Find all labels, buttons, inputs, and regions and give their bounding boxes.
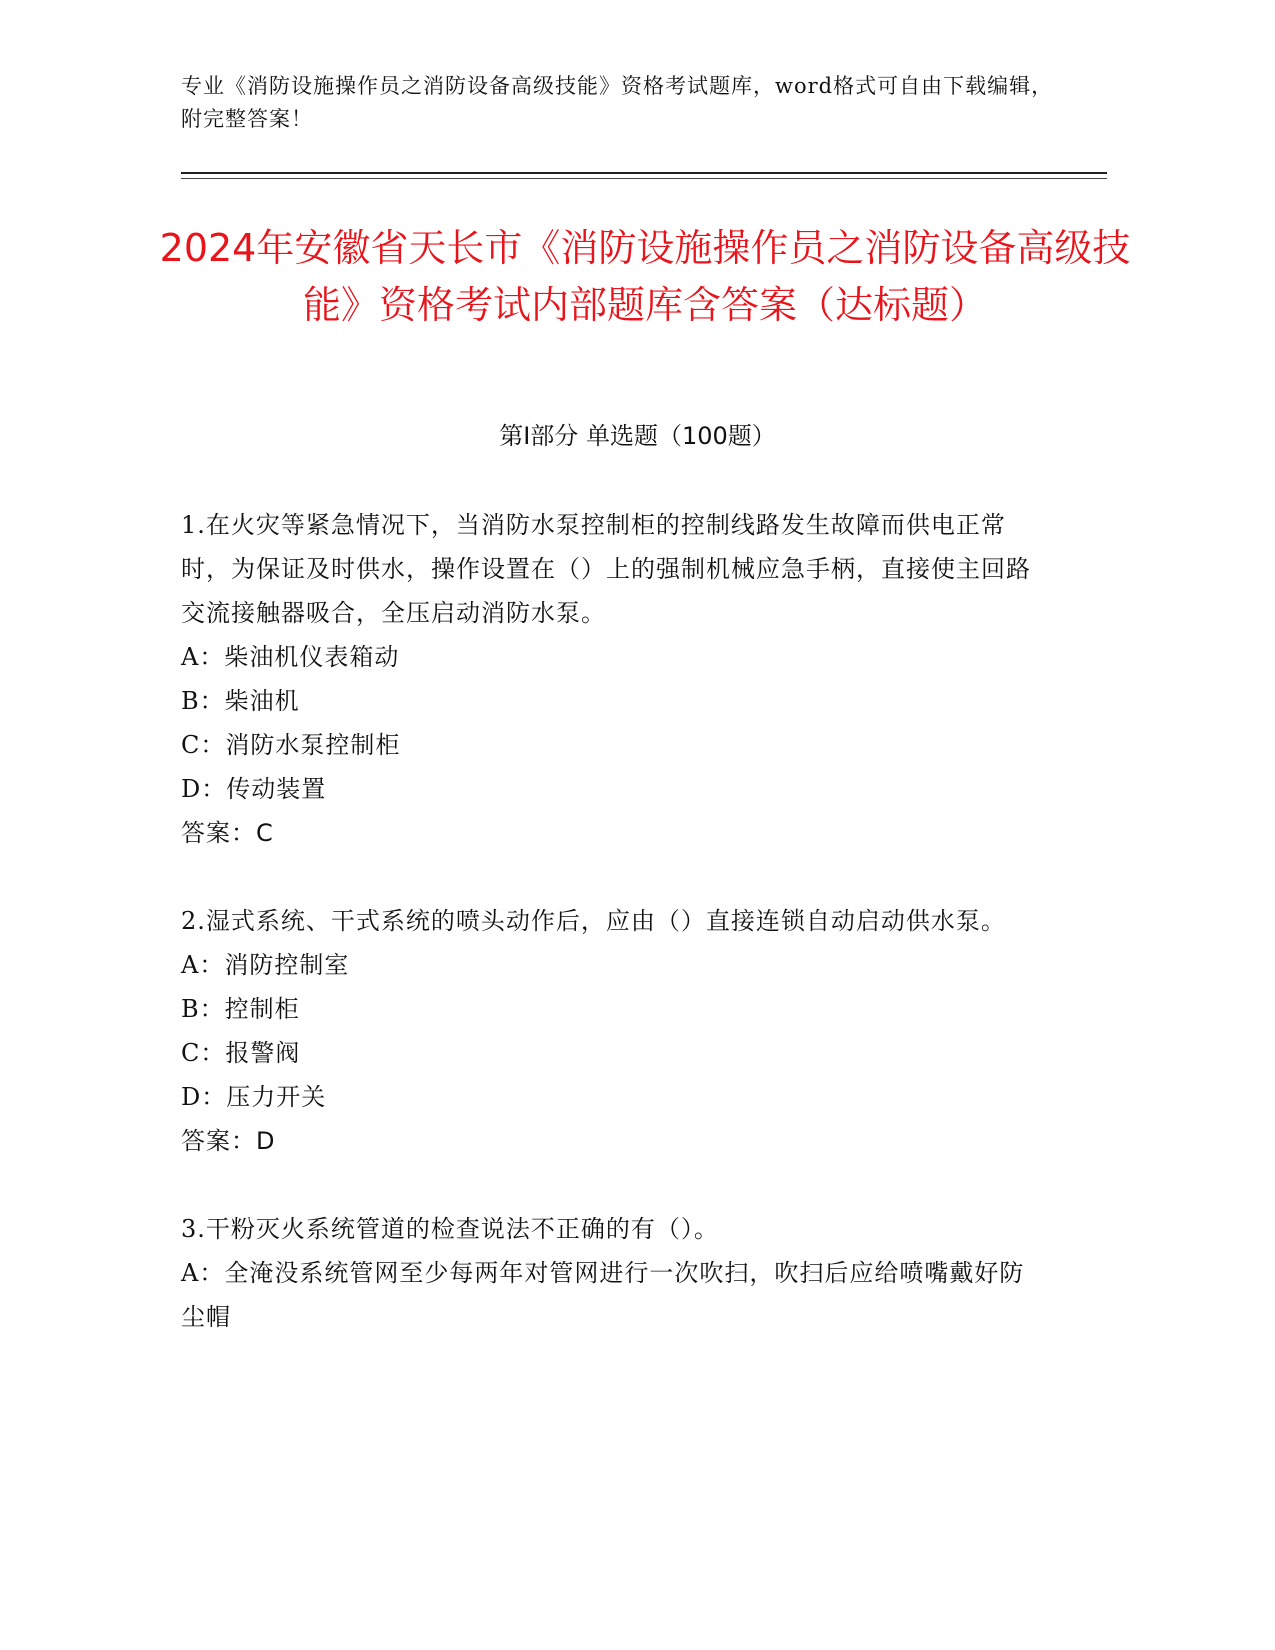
question-stem: 2.湿式系统、干式系统的喷头动作后，应由（）直接连锁自动启动供水泵。 — [181, 907, 1006, 935]
option-d: D：传动装置 — [181, 775, 327, 803]
option-c: C：消防水泵控制柜 — [181, 731, 401, 759]
question-item — [181, 899, 1041, 1163]
question-stem: 1.在火灾等紧急情况下，当消防水泵控制柜的控制线路发生故障而供电正常时，为保证及时供水，操作设置在（）上的强制机械应急手柄，直接使主回路交流接触器吸合，全压启动消防水泵。 — [181, 511, 1031, 627]
question-item — [181, 503, 1041, 855]
option-b: B：控制柜 — [181, 995, 300, 1023]
answer-line: 答案：C — [181, 819, 274, 847]
question-stem: 3.干粉灭火系统管道的检查说法不正确的有（）。 — [181, 1215, 719, 1243]
section-heading: 第Ⅰ部分 单选题（100题） — [499, 422, 776, 450]
option-a: A：柴油机仪表箱动 — [181, 643, 400, 671]
question-item — [181, 1207, 1041, 1339]
header-note: 专业《消防设施操作员之消防设备高级技能》资格考试题库，word格式可自由下载编辑，附完整答案！ — [181, 74, 1054, 131]
header-divider-thick — [181, 172, 1107, 174]
answer-line: 答案：D — [181, 1127, 276, 1155]
header-divider-thin — [181, 178, 1107, 179]
option-d: D：压力开关 — [181, 1083, 327, 1111]
option-b: B：柴油机 — [181, 687, 300, 715]
option-c: C：报警阀 — [181, 1039, 301, 1067]
option-a: A：消防控制室 — [181, 951, 350, 979]
document-title: 2024年安徽省天长市《消防设施操作员之消防设备高级技能》资格考试内部题库含答案（达标题） — [159, 226, 1131, 327]
option-a: A：全淹没系统管网至少每两年对管网进行一次吹扫，吹扫后应给喷嘴戴好防尘帽 — [181, 1259, 1025, 1331]
question-list — [181, 503, 1041, 1383]
